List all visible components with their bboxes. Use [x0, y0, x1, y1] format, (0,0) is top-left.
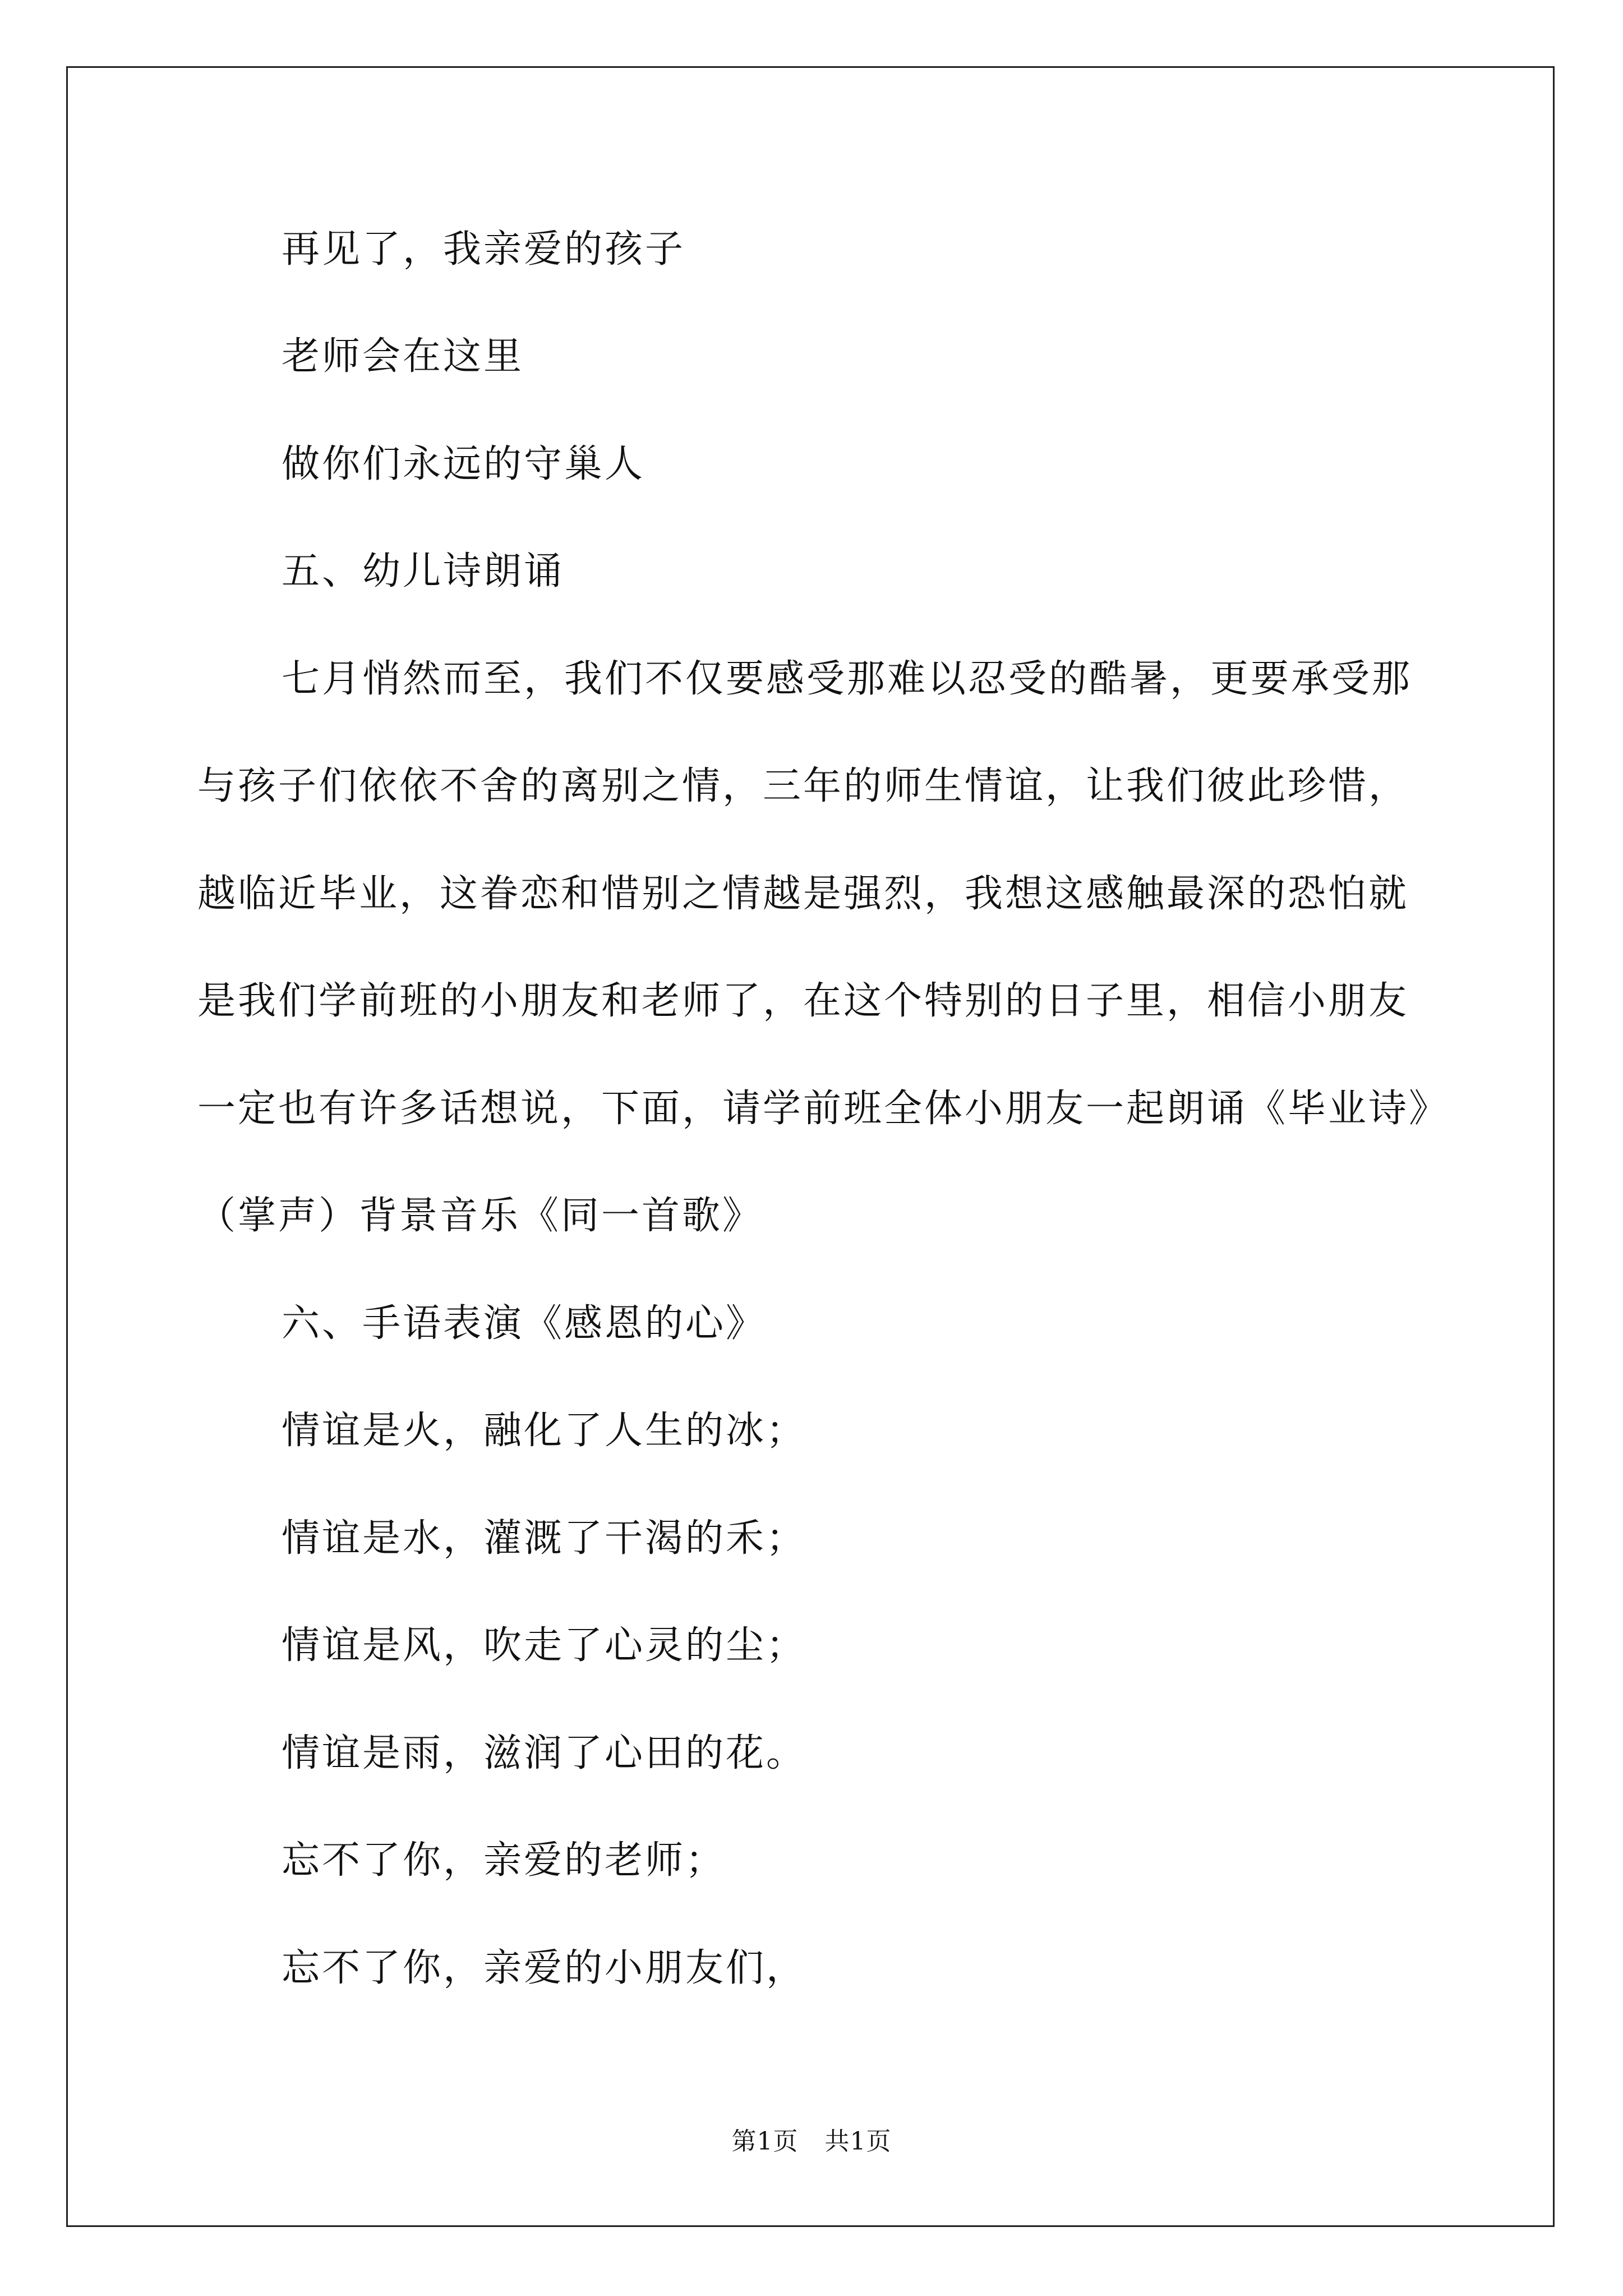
- text-line: 忘不了你，亲爱的老师；: [282, 1838, 726, 1883]
- text-line: 再见了，我亲爱的孩子: [282, 227, 686, 272]
- section-heading: 五、幼儿诗朗诵: [282, 549, 565, 593]
- page-number-total: 共1页: [824, 2127, 892, 2156]
- text-line: 情谊是火，融化了人生的冰；: [282, 1409, 807, 1453]
- text-line: 忘不了你，亲爱的小朋友们，: [282, 1946, 807, 1990]
- paragraph-line: 越临近毕业，这眷恋和惜别之情越是强烈，我想这感触最深的恐怕就: [197, 872, 1409, 916]
- section-heading: 六、手语表演《感恩的心》: [282, 1301, 767, 1346]
- paragraph-line: 一定也有许多话想说，下面，请学前班全体小朋友一起朗诵《毕业诗》: [197, 1087, 1450, 1131]
- page-number-current: 第1页: [731, 2127, 799, 2156]
- text-line: 情谊是风，吹走了心灵的尘；: [282, 1623, 807, 1668]
- page-footer: [0, 2126, 1623, 2157]
- text-line: 情谊是水，灌溉了干渴的禾；: [282, 1516, 807, 1561]
- page-border: [66, 66, 1555, 2227]
- paragraph-line: 七月悄然而至，我们不仅要感受那难以忍受的酷暑，更要承受那: [282, 657, 1413, 701]
- text-line: 情谊是雨，滋润了心田的花。: [282, 1731, 807, 1775]
- text-line: 做你们永远的守巢人: [282, 442, 645, 486]
- text-line: 老师会在这里: [282, 334, 524, 379]
- paragraph-line: （掌声）背景音乐《同一首歌》: [197, 1194, 763, 1238]
- paragraph-line: 与孩子们依依不舍的离别之情，三年的师生情谊，让我们彼此珍惜，: [197, 764, 1409, 808]
- paragraph-line: 是我们学前班的小朋友和老师了，在这个特别的日子里，相信小朋友: [197, 979, 1409, 1023]
